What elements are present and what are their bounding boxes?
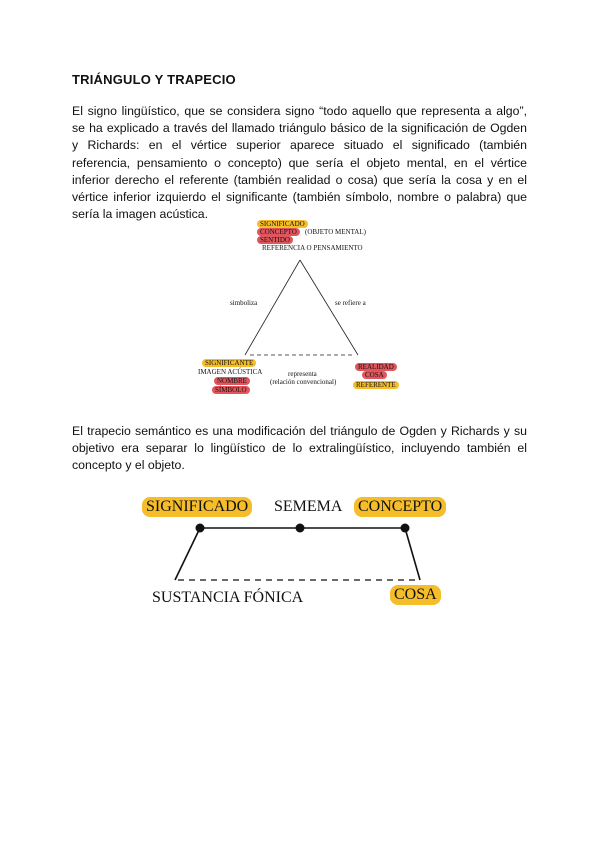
label-objeto-mental: (OBJETO MENTAL) bbox=[305, 228, 366, 236]
label-imagen-acustica: IMAGEN ACÚSTICA bbox=[198, 368, 263, 376]
label-nombre: NOMBRE bbox=[214, 377, 250, 385]
triangle-right-edge bbox=[300, 260, 358, 355]
label-realidad: REALIDAD bbox=[355, 363, 397, 371]
label-simboliza: simboliza bbox=[230, 299, 258, 307]
trap-semema: SEMEMA bbox=[274, 498, 343, 515]
trap-sustancia-fonica: SUSTANCIA FÓNICA bbox=[152, 589, 304, 606]
trap-concepto: CONCEPTO bbox=[354, 497, 446, 517]
label-simbolo: SÍMBOLO bbox=[212, 386, 250, 394]
trapezoid-left-edge bbox=[175, 528, 200, 580]
label-significado: SIGNIFICADO bbox=[257, 220, 308, 228]
label-se-refiere: se refiere a bbox=[335, 299, 366, 307]
label-significante: SIGNIFICANTE bbox=[202, 359, 256, 367]
label-cosa: COSA bbox=[362, 371, 387, 379]
semantic-trapezoid bbox=[140, 490, 460, 620]
label-relacion-convencional: (relación convencional) bbox=[270, 378, 337, 386]
vertex-concepto bbox=[401, 524, 410, 533]
label-sentido: SENTIDO bbox=[257, 236, 293, 244]
triangle-left-edge bbox=[245, 260, 300, 355]
paragraph-trapezoid: El trapecio semántico es una modificación del triángulo de Ogden y Richards y su objetivo era separar lo lingüístico de lo extralingüístico, incluyendo también el concepto y el objeto. bbox=[72, 424, 527, 473]
trap-cosa: COSA bbox=[390, 585, 441, 605]
label-referencia: REFERENCIA O PENSAMIENTO bbox=[262, 244, 363, 252]
label-concepto: CONCEPTO bbox=[257, 228, 300, 236]
trapezoid-right-edge bbox=[405, 528, 420, 580]
trap-significado: SIGNIFICADO bbox=[142, 497, 252, 517]
paragraph-triangle: El signo lingüístico, que se considera signo “todo aquello que representa a algo”, se ha explicado a través del llamado triángulo básico de la significación de Ogden y Richards: en el vértice superior aparece situado el significado (también referencia, pensamiento o concepto) que sería el objeto mental, en el vértice inferior derecho el referente (también realidad o cosa) que sería la cosa y en el vértice inferior izquierdo el significante (también símbolo, nombre o palabra) que sería la imagen acústica. bbox=[72, 104, 527, 222]
ogden-richards-triangle bbox=[190, 215, 430, 405]
label-representa: representa bbox=[288, 370, 317, 378]
document-title: TRIÁNGULO Y TRAPECIO bbox=[72, 72, 236, 87]
vertex-significado bbox=[196, 524, 205, 533]
vertex-semema bbox=[296, 524, 305, 533]
label-referente: REFERENTE bbox=[353, 381, 399, 389]
